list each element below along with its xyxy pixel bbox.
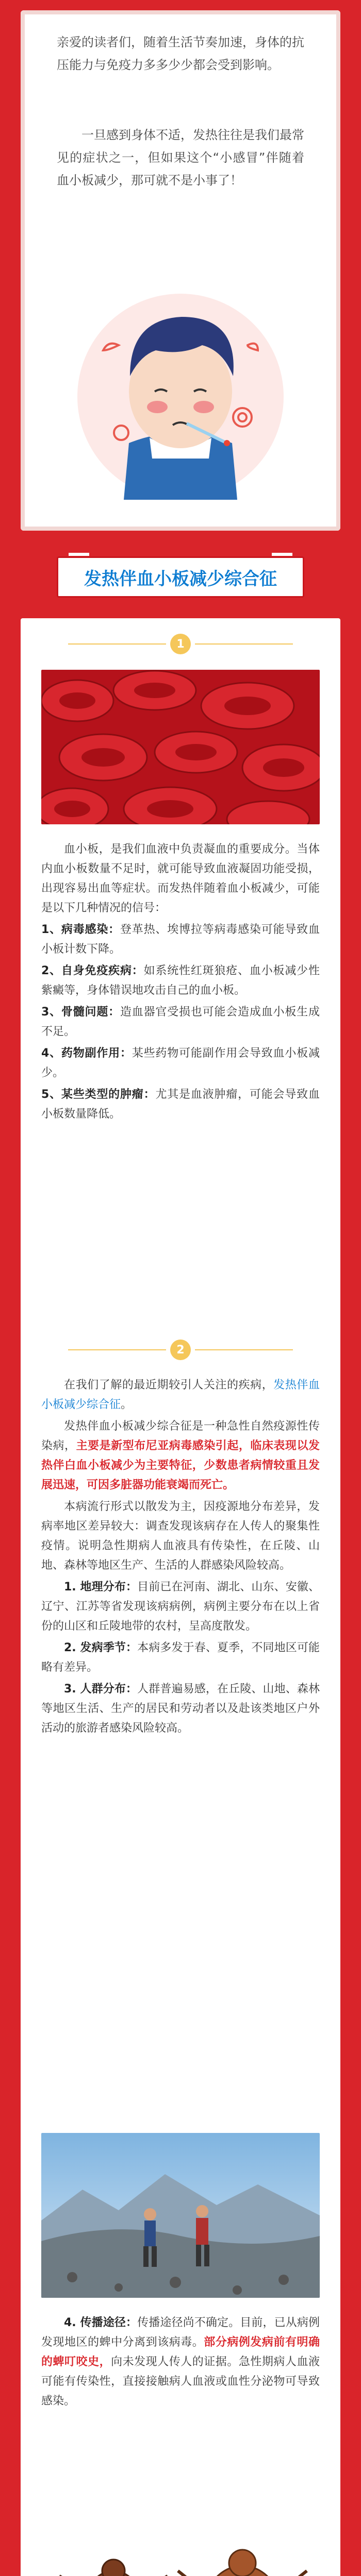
intro-card: [21, 10, 340, 531]
section-title-syndrome: 发热伴血小板减少综合征: [57, 556, 304, 598]
risk-item-1-head: 1. 地理分布：: [64, 1581, 138, 1594]
platelet-paragraph: 血小板，是我们血液中负责凝血的重要成分。当体内血小板数量不足时，就可能导致血液凝固功能受损，出现容易出血等症状。而发热伴随着血小板减少，可能是以下几种情况的信号：: [41, 843, 320, 914]
intro-paragraph-1: 亲爱的读者们，随着生活节奏加速，身体的抗压能力与免疫力多多少少都会受到影响。: [57, 35, 304, 72]
badge-number-1: 1: [170, 634, 191, 654]
sick-child-illustration: [72, 289, 289, 505]
cause-item-3: [41, 1003, 320, 1042]
cause-item-1-head: 1、病毒感染：: [41, 923, 120, 936]
intro-paragraph-2: 一旦感到身体不适，发热往往是我们最常见的症状之一，但如果这个“小感冒”伴随着血小板减少，那可就不是小事了！: [57, 128, 304, 188]
recent-disease-paragraph: [41, 1376, 320, 1415]
transmission-highlight: 部分病例发病前有明确的蜱叮咬史，: [41, 2336, 320, 2368]
risk-item-2: [41, 1638, 320, 1677]
cause-item-1: [41, 920, 320, 959]
cause-item-4: [41, 1044, 320, 1083]
syndrome-text-block-1: [41, 840, 320, 1126]
recent-disease-text: 在我们了解的最近期较引人关注的疾病，: [64, 1379, 274, 1392]
disease-description-text: 发热伴血小板减少综合征是一种急性自然疫源性传染病，: [41, 1420, 320, 1452]
badge-number-2: 2: [170, 1340, 191, 1360]
disease-name-link[interactable]: 发热伴血小板减少综合征: [41, 1379, 320, 1411]
syndrome-text-block-2: [41, 1376, 320, 1740]
blood-cells-image: [41, 670, 320, 824]
cause-item-2-head: 2、自身免疫疾病：: [41, 964, 144, 977]
risk-item-2-body: 本病多发于春、夏季，不同地区可能略有差异。: [41, 1641, 320, 1674]
risk-item-3: [41, 1680, 320, 1738]
risk-item-3-body: 人群普遍易感，在丘陵、山地、森林等地区生活、生产的居民和劳动者以及赴该类地区户外活动的旅游者感染风险较高。: [41, 1683, 320, 1735]
transmission-paragraph: [41, 2313, 320, 2411]
hikers-image: [41, 2133, 320, 2298]
transmission-text-a: 传播途径尚不确定。目前，已从病例发现地区的蜱中分离到该病毒。: [41, 2316, 320, 2349]
cause-item-1-body: 登革热、埃博拉等病毒感染可能导致血小板计数下降。: [41, 923, 320, 956]
cause-item-5: [41, 1085, 320, 1124]
cause-item-2-body: 如系统性红斑狼疮、血小板减少性紫癜等，身体错误地攻击自己的血小板。: [41, 964, 320, 997]
disease-description: [41, 1417, 320, 1495]
transmission-text-b: 向未发现人传人的证据。急性期病人血液可能有传染性，直接接触病人血液或血性分泌物可导致感染。: [41, 2355, 320, 2408]
cause-item-2: [41, 961, 320, 1001]
risk-item-3-head: 3. 人群分布：: [64, 1683, 138, 1696]
risk-item-2-head: 2. 发病季节：: [64, 1641, 138, 1654]
cause-item-3-body: 造血器官受损也可能会造成血小板生成不足。: [41, 1006, 320, 1038]
disease-description-highlight: 主要是新型布尼亚病毒感染引起，临床表现以发热伴白血小板减少为主要特征，少数患者病情较重且发展迅速，可因多脏器功能衰竭而死亡。: [41, 1439, 320, 1492]
transmission-head: 4. 传播途径：: [64, 2316, 138, 2329]
cause-item-4-body: 某些药物可能副作用会导致血小板减少。: [41, 1047, 320, 1079]
cause-item-3-head: 3、骨髓问题：: [41, 1006, 120, 1019]
risk-item-1: [41, 1578, 320, 1636]
risk-item-1-body: 目前已在河南、湖北、山东、安徽、辽宁、江苏等省发现该病病例，病例主要分布在以上省份的山区和丘陵地带的农村，呈高度散发。: [41, 1581, 320, 1633]
cause-item-5-head: 5、某些类型的肿瘤：: [41, 1088, 156, 1101]
syndrome-card: [21, 618, 340, 2576]
syndrome-text-block-3: [41, 2313, 320, 2413]
cause-item-4-head: 4、药物副作用：: [41, 1047, 132, 1060]
cause-item-5-body: 尤其是血液肿瘤，可能会导致血小板数量降低。: [41, 1088, 320, 1121]
recent-disease-end: 。: [121, 1398, 133, 1411]
epidemic-paragraph: 本病流行形式以散发为主，因疫源地分布差异，发病率地区差异较大：调查发现该病存在人传人的聚集性疫情。说明急性期病人血液具有传染性，在丘陵、山地、森林等地区生产、生活的人群感染风险较高。: [41, 1500, 320, 1572]
tick-illustration: [41, 2535, 320, 2576]
